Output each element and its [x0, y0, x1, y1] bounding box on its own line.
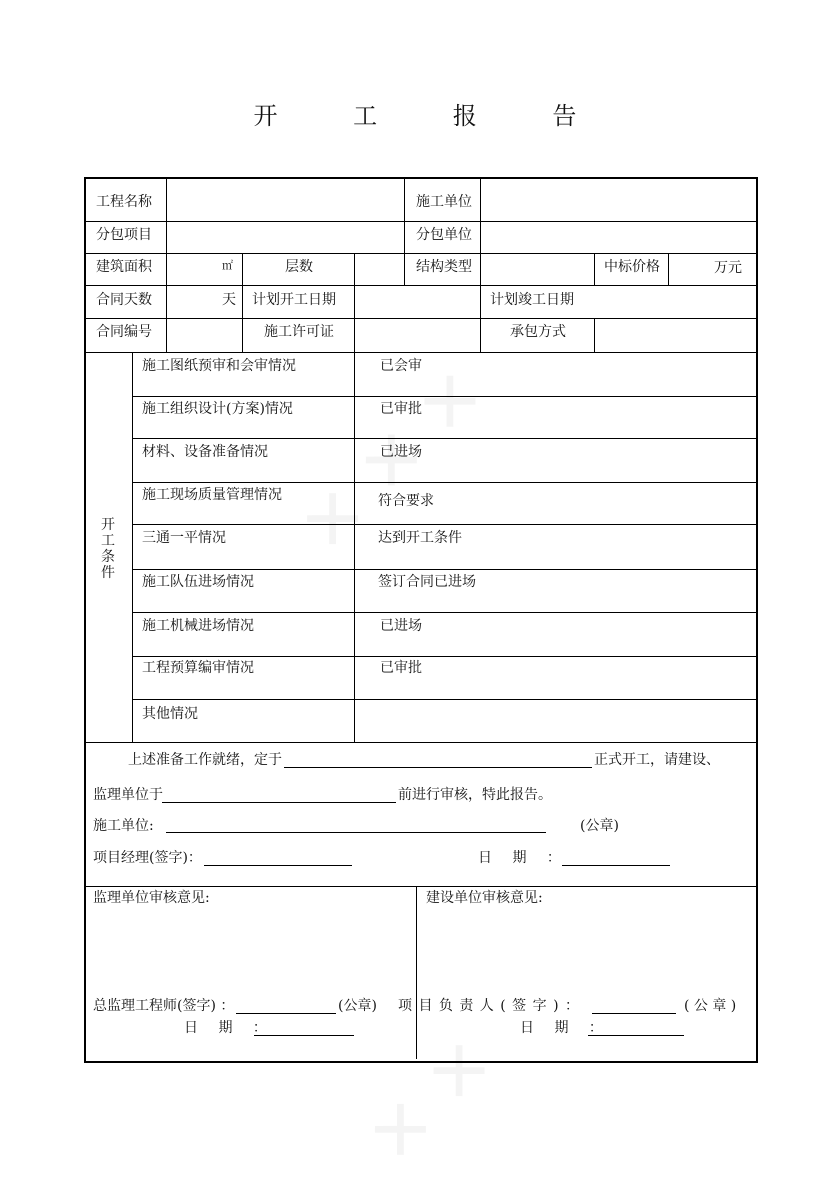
manager-sign-line[interactable] [204, 865, 352, 866]
start-date-line[interactable] [284, 767, 592, 768]
row-divider [132, 482, 756, 483]
condition-item: 施工图纸预审和会审情况 [142, 358, 296, 374]
date-label: 日 期 ： [478, 850, 569, 866]
date-label: 日 期 ： [184, 1020, 275, 1036]
condition-item: 施工现场质量管理情况 [142, 487, 282, 503]
row-divider [132, 656, 756, 657]
statement-text: 上述准备工作就绪，定于 [128, 752, 282, 768]
days-unit: 天 [222, 292, 236, 308]
planned-start-label: 计划开工日期 [252, 292, 336, 308]
project-lead-sign-line[interactable] [592, 1013, 676, 1014]
statement-text: 正式开工，请建设、 [594, 752, 720, 768]
bid-price-unit: 万元 [714, 260, 742, 276]
condition-item: 工程预算编审情况 [142, 660, 254, 676]
row-divider [84, 318, 756, 319]
col-divider [416, 886, 417, 1059]
condition-status: 签订合同已进场 [378, 574, 476, 590]
condition-item: 施工组织设计(方案)情况 [142, 401, 293, 417]
row-divider [84, 253, 756, 254]
contract-days-label: 合同天数 [96, 292, 152, 308]
row-divider [132, 438, 756, 439]
manager-sign-label: 项目经理(签字)： [93, 850, 202, 866]
col-divider [668, 253, 669, 285]
row-divider [132, 396, 756, 397]
col-divider [132, 352, 133, 742]
contractor-label: 施工单位 [416, 194, 472, 210]
statement-text: 前进行审核，特此报告。 [398, 787, 552, 803]
condition-item: 三通一平情况 [142, 530, 226, 546]
col-divider [480, 285, 481, 352]
subcontractor-label: 分包单位 [416, 227, 472, 243]
condition-item: 材料、设备准备情况 [142, 444, 268, 460]
col-divider [594, 253, 595, 285]
supervision-review-label: 监理单位审核意见: [93, 890, 210, 906]
row-divider [132, 569, 756, 570]
col-divider [480, 177, 481, 285]
date-line[interactable] [588, 1035, 684, 1036]
condition-status: 已进场 [380, 618, 422, 634]
contractor-sign-label: 施工单位: [93, 818, 154, 834]
col-divider [594, 318, 595, 352]
seal-label: (公章) [338, 998, 377, 1014]
chief-engineer-sign-label: 总监理工程师(签字) ： [93, 998, 235, 1014]
col-divider [242, 253, 243, 352]
contract-no-label: 合同编号 [96, 324, 152, 340]
condition-status: 已审批 [380, 660, 422, 676]
row-divider [84, 221, 756, 222]
date-line[interactable] [562, 865, 670, 866]
subcontract-item-label: 分包项目 [96, 227, 152, 243]
review-date-line[interactable] [162, 802, 396, 803]
condition-item: 施工机械进场情况 [142, 618, 254, 634]
row-divider [84, 352, 756, 353]
contract-mode-label: 承包方式 [510, 324, 566, 340]
conditions-section-label: 开 工 条 件 [101, 517, 115, 581]
statement-text: 监理单位于 [93, 787, 163, 803]
col-divider [166, 177, 167, 352]
floor-area-unit: ㎡ [222, 259, 233, 272]
row-divider [132, 524, 756, 525]
structure-type-label: 结构类型 [416, 259, 472, 275]
row-divider [132, 699, 756, 700]
condition-status: 已进场 [380, 444, 422, 460]
owner-review-label: 建设单位审核意见: [426, 890, 543, 906]
floors-label: 层数 [285, 259, 313, 275]
row-divider [84, 742, 756, 743]
page-title: 开 工 报 告 [253, 102, 611, 130]
contractor-sign-line[interactable] [166, 832, 546, 833]
col-divider [354, 352, 355, 742]
row-divider [84, 886, 756, 887]
row-divider [132, 612, 756, 613]
col-divider [404, 177, 405, 285]
condition-status: 达到开工条件 [378, 530, 462, 546]
chief-engineer-sign-line[interactable] [236, 1013, 336, 1014]
condition-status: 已审批 [380, 401, 422, 417]
col-divider [354, 253, 355, 352]
row-divider [84, 285, 756, 286]
condition-item: 其他情况 [142, 706, 198, 722]
condition-item: 施工队伍进场情况 [142, 574, 254, 590]
condition-status: 符合要求 [378, 493, 434, 509]
permit-label: 施工许可证 [264, 324, 334, 340]
condition-status: 已会审 [380, 358, 422, 374]
seal-label: (公章) [580, 818, 619, 834]
date-line[interactable] [254, 1035, 354, 1036]
bid-price-label: 中标价格 [604, 259, 660, 275]
seal-label: ( 公 章 ) [684, 998, 737, 1014]
date-label: 日 期 ： [520, 1020, 611, 1036]
floor-area-label: 建筑面积 [96, 259, 152, 275]
project-name-label: 工程名称 [96, 194, 152, 210]
planned-finish-label: 计划竣工日期 [490, 292, 574, 308]
project-lead-sign-label: 项 目 负 责 人 ( 签 字 ) ： [398, 998, 580, 1014]
